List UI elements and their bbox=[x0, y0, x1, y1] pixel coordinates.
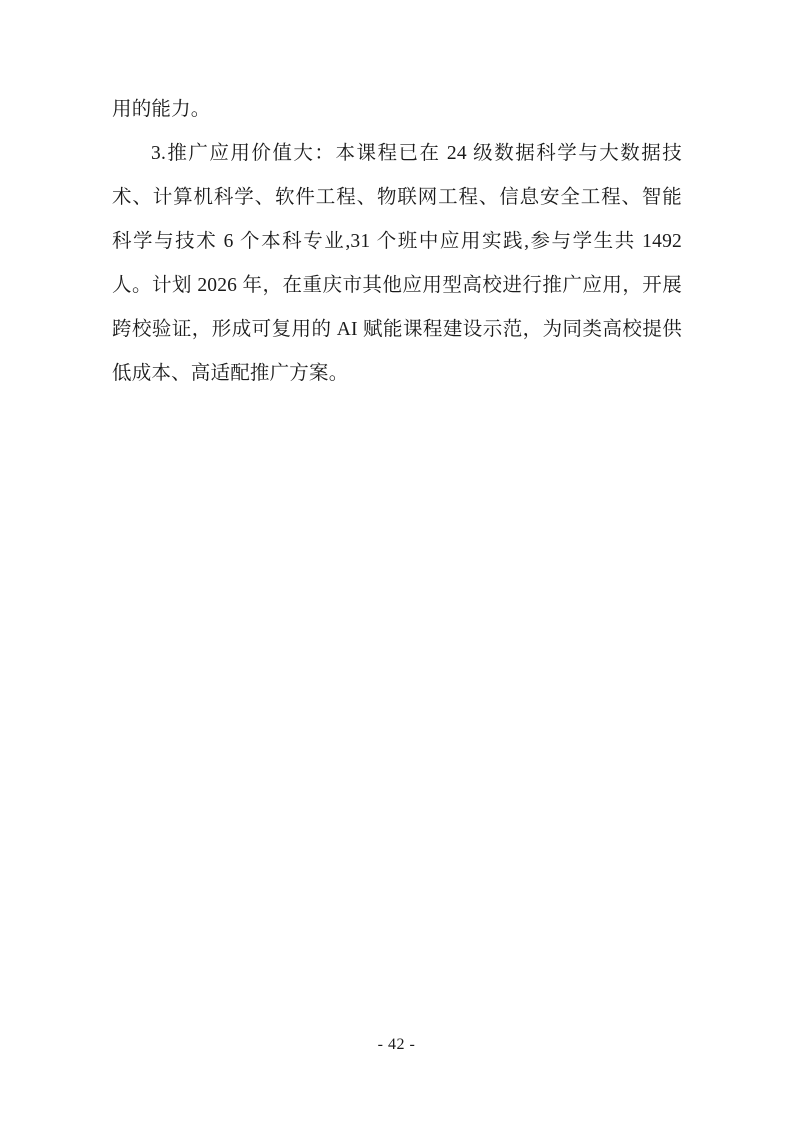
paragraph-item-3: 3.推广应用价值大：本课程已在 24 级数据科学与大数据技术、计算机科学、软件工程、物联网工程、信息安全工程、智能科学与技术 6 个本科专业,31 个班中应用实践,参与学生共 1492 人。计划 2026 年，在重庆市其他应用型高校进行推广应用，开展跨校验证，形成可复用的 AI 赋能课程建设示范，为同类高校提供低成本、高适配推广方案。 bbox=[112, 143, 688, 384]
page-content bbox=[112, 88, 688, 396]
page-footer bbox=[0, 1036, 793, 1054]
page-number: - 42 - bbox=[377, 1036, 416, 1053]
paragraph-continuation: 用的能力。 bbox=[112, 99, 211, 120]
